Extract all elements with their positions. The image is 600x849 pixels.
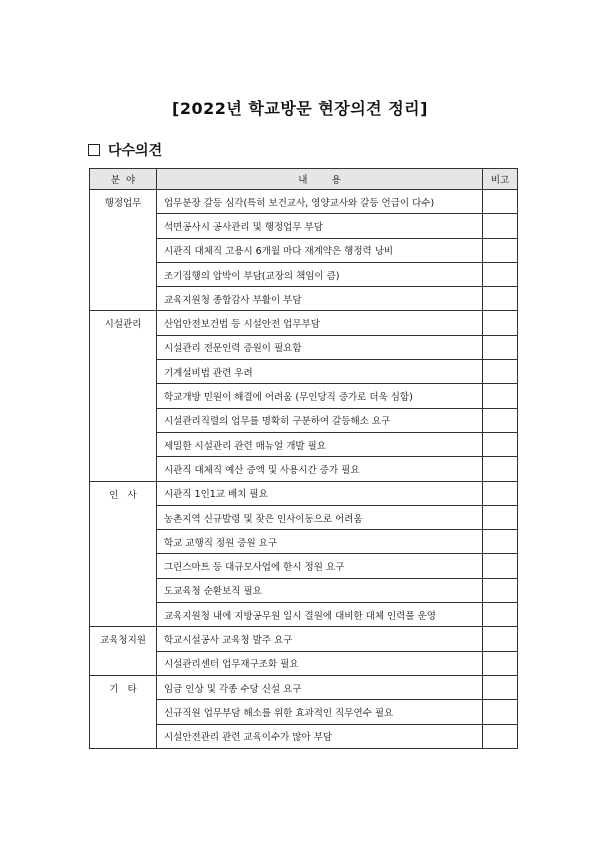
table-header-row	[90, 169, 518, 190]
note-cell	[483, 408, 518, 432]
header-category: 분 야	[90, 169, 157, 190]
content-cell: 농촌지역 신규발령 및 잦은 인사이동으로 어려움	[157, 505, 483, 529]
content-cell: 교육지원청 내에 지방공무원 일시 결원에 대비한 대체 인력풀 운영	[157, 603, 483, 627]
content-cell: 시설관리센터 업무재구조화 필요	[157, 651, 483, 675]
content-cell: 업무분장 갈등 심각(특히 보건교사, 영양교사와 갈등 언급이 다수)	[157, 190, 483, 214]
note-cell	[483, 530, 518, 554]
content-cell: 기계설비법 관련 우려	[157, 360, 483, 384]
content-cell: 시설안전관리 관련 교육이수가 많아 부담	[157, 724, 483, 748]
note-cell	[483, 505, 518, 529]
table-row	[90, 311, 518, 335]
content-cell: 시설관리 전문인력 증원이 필요함	[157, 335, 483, 359]
section-heading	[88, 140, 162, 160]
content-cell: 교육지원청 종합감사 부활이 부담	[157, 287, 483, 311]
checkbox-square-icon	[88, 144, 100, 156]
note-cell	[483, 578, 518, 602]
table-row	[90, 481, 518, 505]
note-cell	[483, 335, 518, 359]
note-cell	[483, 287, 518, 311]
content-cell: 시관직 1인1교 배치 필요	[157, 481, 483, 505]
content-cell: 임금 인상 및 각종 수당 신설 요구	[157, 675, 483, 699]
opinions-table	[89, 168, 518, 749]
note-cell	[483, 384, 518, 408]
category-cell: 기 타	[90, 675, 157, 748]
table-row	[90, 627, 518, 651]
content-cell: 산업안전보건법 등 시설안전 업무부담	[157, 311, 483, 335]
note-cell	[483, 214, 518, 238]
note-cell	[483, 457, 518, 481]
note-cell	[483, 481, 518, 505]
note-cell	[483, 190, 518, 214]
content-cell: 세밀한 시설관리 관련 매뉴얼 개발 필요	[157, 432, 483, 456]
page-title: [2022년 학교방문 현장의견 정리]	[172, 99, 428, 118]
content-cell: 석면공사시 공사관리 및 행정업무 부담	[157, 214, 483, 238]
note-cell	[483, 675, 518, 699]
category-cell: 행정업무	[90, 190, 157, 311]
note-cell	[483, 554, 518, 578]
table-body	[90, 190, 518, 749]
note-cell	[483, 700, 518, 724]
note-cell	[483, 627, 518, 651]
header-content: 내 용	[157, 169, 483, 190]
note-cell	[483, 311, 518, 335]
content-cell: 시관직 대체직 예산 증액 및 사용시간 증가 필요	[157, 457, 483, 481]
content-cell: 시설관리직렬의 업무를 명확히 구분하여 갈등해소 요구	[157, 408, 483, 432]
content-cell: 그린스마트 등 대규모사업에 한시 정원 요구	[157, 554, 483, 578]
note-cell	[483, 432, 518, 456]
note-cell	[483, 603, 518, 627]
note-cell	[483, 238, 518, 262]
category-cell: 시설관리	[90, 311, 157, 481]
content-cell: 학교개방 민원이 해결에 어려움 (무인당직 증가로 더욱 심함)	[157, 384, 483, 408]
note-cell	[483, 724, 518, 748]
content-cell: 조기집행의 압박이 부담(교장의 책임이 큼)	[157, 262, 483, 286]
category-cell: 교육청지원	[90, 627, 157, 676]
content-cell: 학교시설공사 교육청 발주 요구	[157, 627, 483, 651]
content-cell: 신규직원 업무부담 해소를 위한 효과적인 직무연수 필요	[157, 700, 483, 724]
note-cell	[483, 262, 518, 286]
section-label: 다수의견	[108, 143, 163, 159]
note-cell	[483, 651, 518, 675]
category-cell: 인 사	[90, 481, 157, 627]
header-note: 비고	[483, 169, 518, 190]
content-cell: 도교육청 순환보직 필요	[157, 578, 483, 602]
content-cell: 시관직 대체직 고용시 6개월 마다 재계약은 행정력 낭비	[157, 238, 483, 262]
content-cell: 학교 교행직 정원 증원 요구	[157, 530, 483, 554]
note-cell	[483, 360, 518, 384]
table-row	[90, 675, 518, 699]
table-row	[90, 190, 518, 214]
